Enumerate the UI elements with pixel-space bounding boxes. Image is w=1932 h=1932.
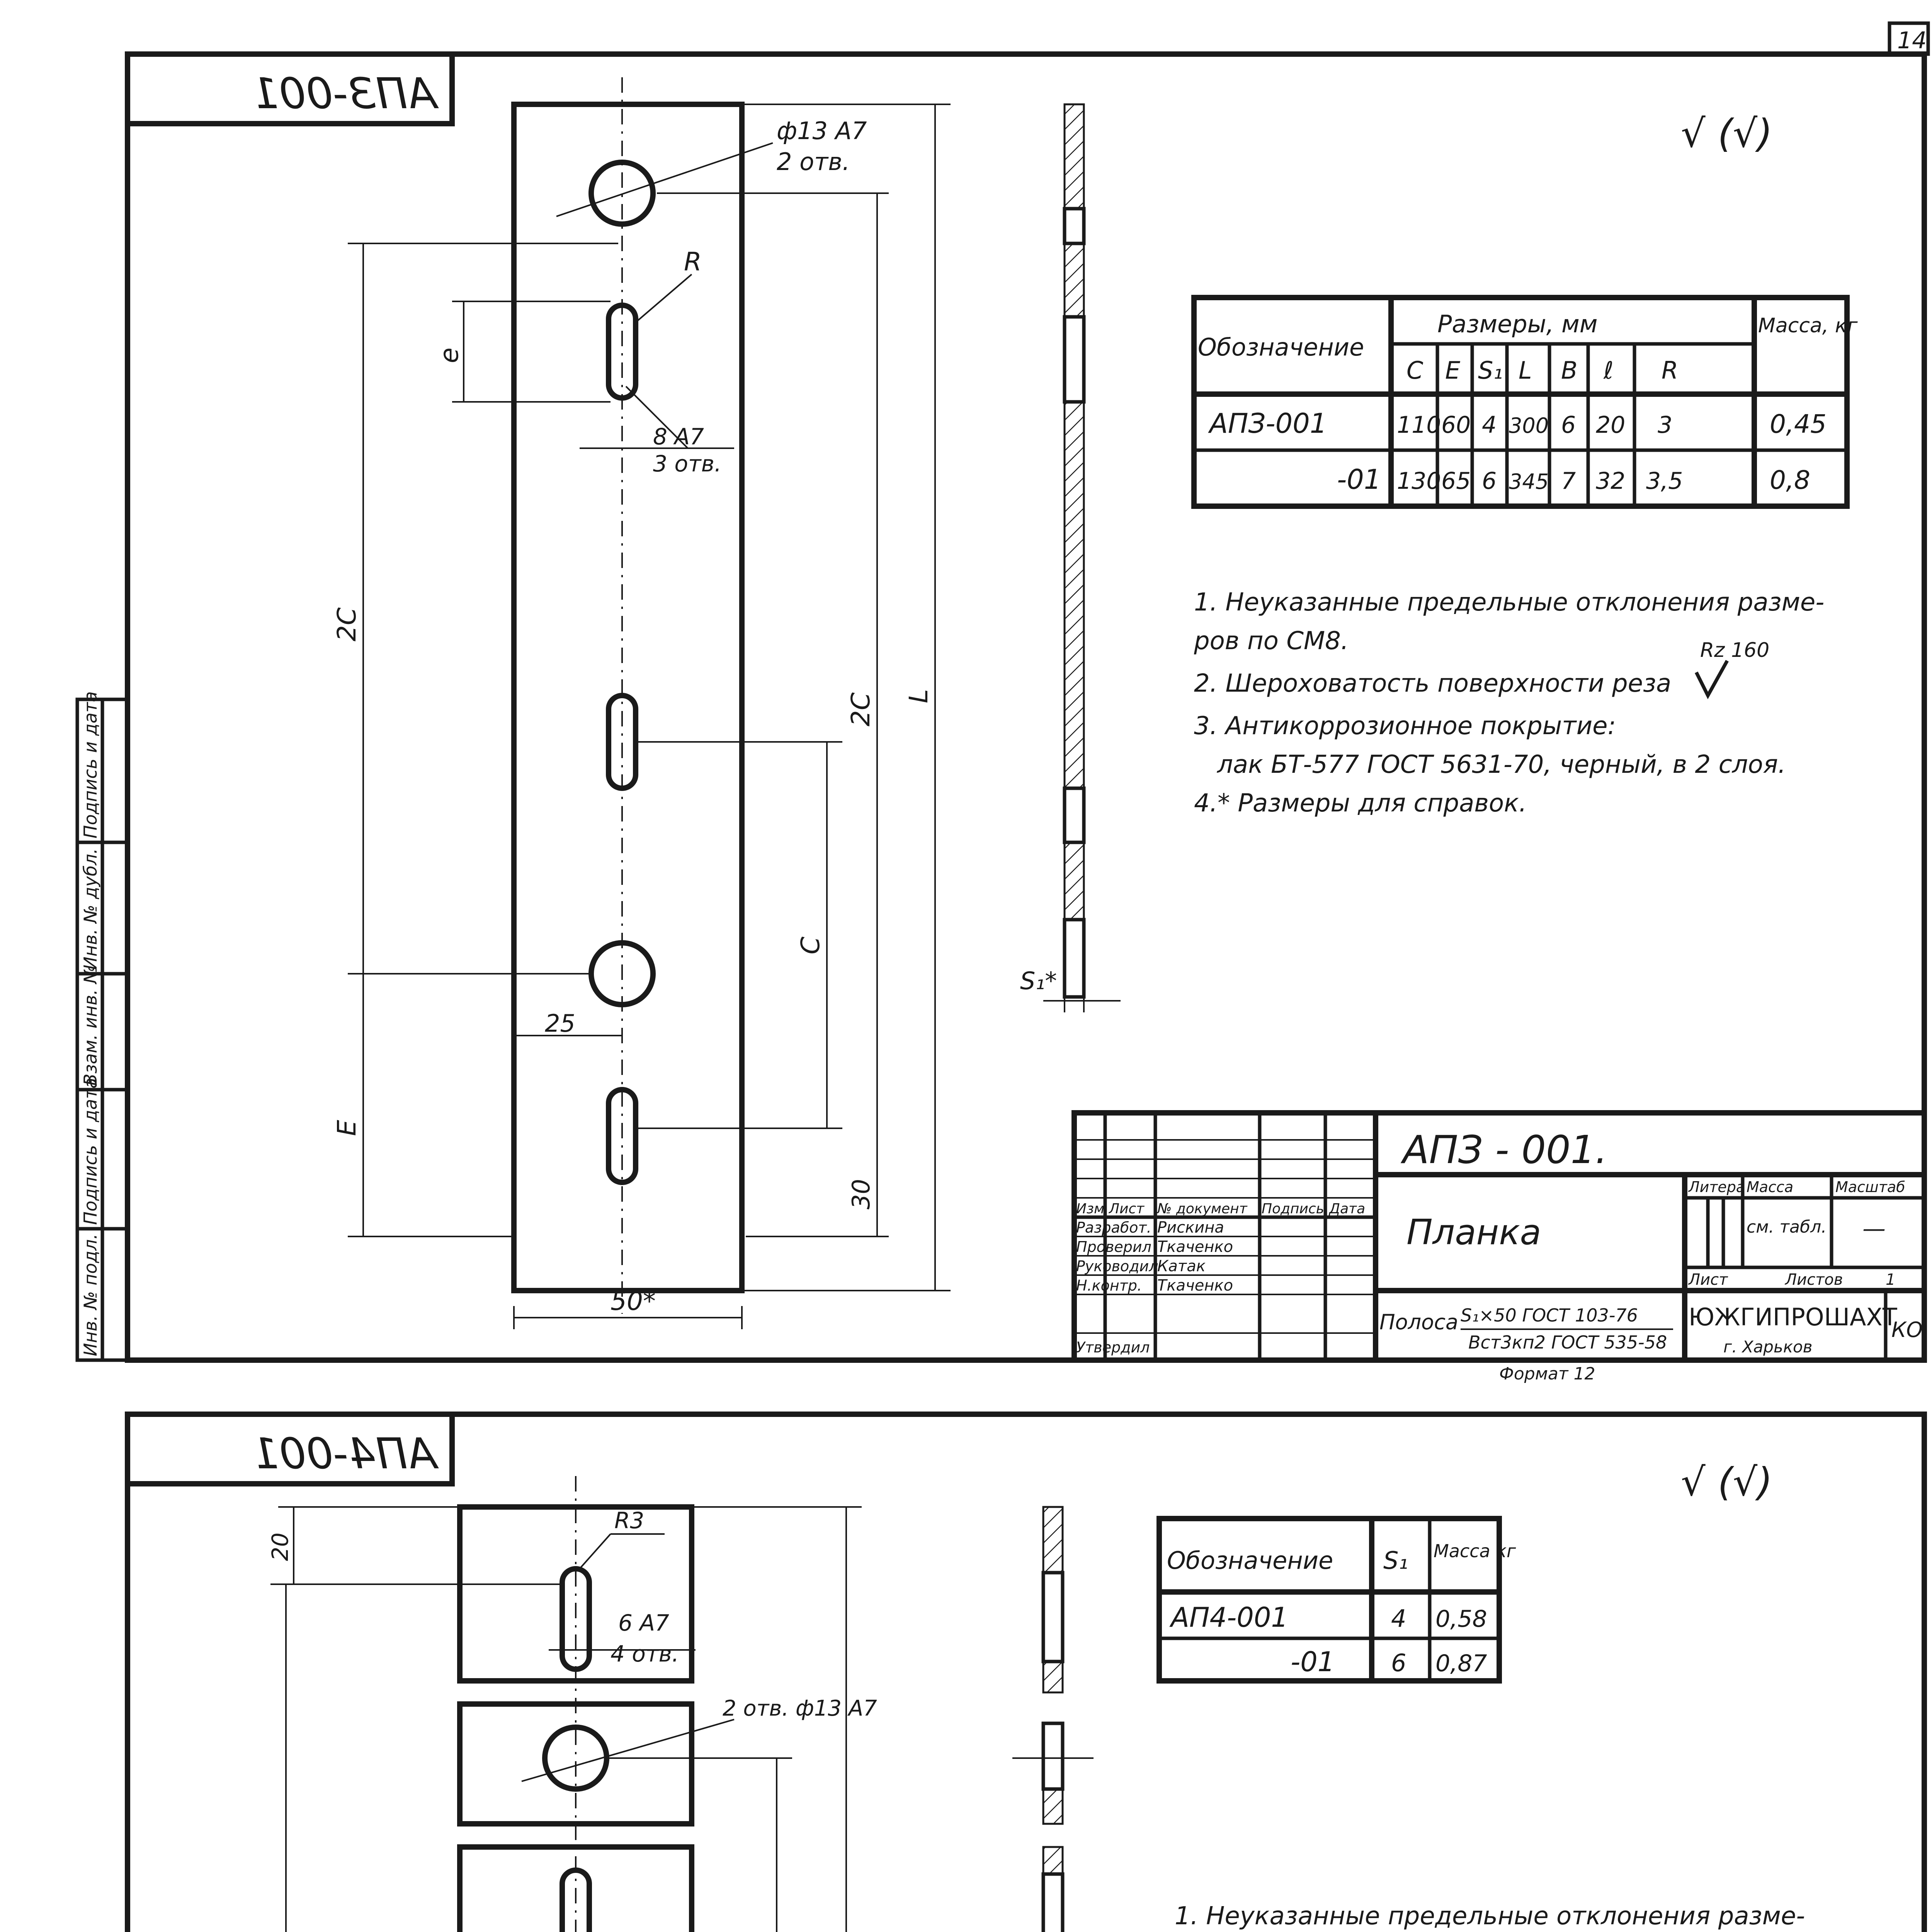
s1-tb-role-5: Утвердил bbox=[1076, 1339, 1150, 1356]
s1-row2-e: 65 bbox=[1441, 468, 1471, 495]
s1-table-designation-header: Обозначение bbox=[1198, 333, 1364, 361]
s2-dim-20: 20 bbox=[267, 1532, 293, 1561]
s1-tb-material-1: S₁×50 ГОСТ 103-76 bbox=[1461, 1305, 1638, 1326]
s1-tb-sheets-label: Листов bbox=[1785, 1271, 1843, 1289]
s1-tb-h-izm: Изм bbox=[1076, 1201, 1105, 1217]
side-label-5: Подпись и дата bbox=[80, 691, 101, 838]
s1-tb-h-date: Дата bbox=[1329, 1201, 1366, 1217]
s1-tb-suffix: КО bbox=[1891, 1318, 1923, 1342]
sheet-1-side-strip bbox=[77, 691, 128, 1360]
s1-row1-ell: 20 bbox=[1596, 412, 1626, 439]
s2-dim-slot-count: 4 отв. bbox=[611, 1641, 679, 1667]
s1-dim-c: C bbox=[796, 936, 825, 954]
s1-tb-mass-value: см. табл. bbox=[1747, 1217, 1827, 1237]
s2-notes bbox=[1174, 1902, 1805, 1932]
s1-dim-30: 30 bbox=[847, 1179, 875, 1209]
s1-tb-org: ЮЖГИПРОШАХТ bbox=[1689, 1303, 1897, 1331]
sheet-1-frame bbox=[128, 54, 1924, 1360]
sheet-2-mirrored-code: АП4-001 bbox=[252, 1429, 437, 1478]
sheet-2-frame bbox=[128, 1414, 1924, 1932]
s2-row2-name: -01 bbox=[1291, 1646, 1335, 1678]
s1-dim-slot-count: 3 отв. bbox=[653, 451, 722, 477]
s1-note-1b: ров по СМ8. bbox=[1194, 627, 1349, 655]
s1-table-mass-header: Масса, кг bbox=[1758, 314, 1858, 337]
s1-note-3: 3. Антикоррозионное покрытие: bbox=[1194, 712, 1616, 740]
sheet-1-mirrored-code: АПЗ-001 bbox=[252, 69, 437, 118]
s2-note-1: 1. Неуказанные предельные отклонения разме- bbox=[1175, 1902, 1805, 1930]
s1-row1-b: 6 bbox=[1561, 412, 1576, 439]
side-label-1: Инв. № подл. bbox=[80, 1233, 101, 1356]
s1-row1-e: 60 bbox=[1441, 412, 1471, 439]
s1-row1-r: 3 bbox=[1658, 412, 1673, 439]
s1-roughness-mark: √ (√) bbox=[1681, 111, 1773, 156]
s1-tb-person-3: Катак bbox=[1157, 1257, 1206, 1275]
s1-row1-s1: 4 bbox=[1482, 412, 1497, 439]
s2-row2-s: 6 bbox=[1391, 1649, 1406, 1677]
s1-col-e: E bbox=[1445, 356, 1461, 384]
s1-dim-hole-count: 2 отв. bbox=[777, 148, 850, 176]
s1-dim-width: 50* bbox=[611, 1286, 656, 1316]
s1-tb-sheets-value: 1 bbox=[1886, 1271, 1896, 1289]
s1-col-l: L bbox=[1519, 356, 1532, 384]
s1-tb-role-2: Проверил bbox=[1076, 1238, 1151, 1255]
s2-table-s-header: S₁ bbox=[1383, 1546, 1408, 1575]
s1-tb-material-word: Полоса bbox=[1379, 1310, 1458, 1334]
s1-tb-code: АПЗ - 001. bbox=[1403, 1127, 1608, 1172]
s2-row1-mass: 0,58 bbox=[1435, 1605, 1487, 1633]
s2-table-mass-header: Масса кг bbox=[1434, 1541, 1516, 1561]
s1-col-s1: S₁ bbox=[1478, 356, 1503, 384]
sheet-2-plate-view bbox=[256, 1476, 877, 1932]
s1-row1-name: АПЗ-001 bbox=[1209, 408, 1327, 439]
s1-note-2: 2. Шероховатость поверхности реза bbox=[1194, 669, 1672, 698]
s1-col-ell: ℓ bbox=[1604, 356, 1614, 384]
s1-row1-c: 110 bbox=[1397, 412, 1441, 439]
s1-dim-r: R bbox=[684, 247, 702, 277]
s1-col-r: R bbox=[1662, 356, 1679, 384]
sheet-2-section-view bbox=[978, 1507, 1094, 1932]
s1-tb-role-4: Н.контр. bbox=[1076, 1277, 1142, 1294]
s1-tb-mass-label: Масса bbox=[1747, 1179, 1794, 1196]
s1-row2-mass: 0,8 bbox=[1770, 465, 1810, 495]
s1-rz: Rz 160 bbox=[1700, 639, 1770, 662]
s1-dim-s1: S₁* bbox=[1020, 967, 1057, 995]
s1-tb-h-doc: № документ bbox=[1157, 1201, 1247, 1217]
s1-tb-name: Планка bbox=[1406, 1212, 1541, 1253]
s1-tb-lit-label: Литера bbox=[1689, 1179, 1745, 1196]
s1-dim-left-2c: 2C bbox=[332, 607, 362, 641]
s1-title-block bbox=[1074, 1113, 1924, 1384]
s1-notes bbox=[1194, 588, 1824, 818]
s1-tb-sheet-label: Лист bbox=[1689, 1271, 1728, 1289]
page-number: 14 bbox=[1897, 27, 1927, 54]
sheet-2 bbox=[77, 1414, 1924, 1932]
s1-tb-scale-value: — bbox=[1862, 1215, 1886, 1242]
s1-dim-right-2c: 2C bbox=[846, 692, 876, 726]
s1-tb-person-4: Ткаченко bbox=[1157, 1277, 1233, 1294]
s1-row2-r: 3,5 bbox=[1646, 468, 1683, 495]
s1-tb-person-1: Рискина bbox=[1157, 1219, 1224, 1236]
sheet-1-section-view bbox=[1020, 104, 1121, 1012]
s2-row2-mass: 0,87 bbox=[1435, 1650, 1487, 1677]
s1-tb-role-3: Руководил bbox=[1076, 1258, 1158, 1275]
s2-table-designation-header: Обозначение bbox=[1167, 1546, 1333, 1575]
s1-tb-format: Формат 12 bbox=[1499, 1364, 1595, 1384]
s1-row1-mass: 0,45 bbox=[1770, 409, 1827, 439]
s1-row2-b: 7 bbox=[1561, 468, 1576, 495]
s1-tb-h-sign: Подпись bbox=[1262, 1201, 1324, 1217]
s1-tb-city: г. Харьков bbox=[1723, 1337, 1813, 1356]
s1-note-3b: лак БТ-577 ГОСТ 5631-70, черный, в 2 слоя. bbox=[1217, 750, 1786, 779]
side-label-4: Инв. № дубл. bbox=[80, 848, 101, 970]
s1-table-sizes-header: Размеры, мм bbox=[1437, 310, 1598, 338]
s1-row2-c: 130 bbox=[1397, 468, 1441, 495]
s1-row2-l: 345 bbox=[1509, 469, 1549, 494]
s1-dim-e-small: е bbox=[434, 347, 464, 363]
side-label-3: Взам. инв. № bbox=[80, 965, 101, 1086]
s2-dim-holes: 2 отв. ф13 А7 bbox=[723, 1696, 877, 1721]
s1-col-c: C bbox=[1406, 356, 1423, 384]
s2-dim-r3: R3 bbox=[614, 1507, 645, 1534]
side-label-2: Подпись и дата bbox=[80, 1077, 101, 1225]
s1-tb-scale-label: Масштаб bbox=[1835, 1179, 1905, 1196]
s1-dim-25: 25 bbox=[545, 1009, 575, 1037]
s1-dim-e: E bbox=[332, 1120, 362, 1136]
s1-tb-person-2: Ткаченко bbox=[1157, 1238, 1233, 1256]
s1-dim-l: L bbox=[904, 689, 934, 703]
s1-row2-name: -01 bbox=[1337, 464, 1381, 495]
s1-tb-h-list: Лист bbox=[1109, 1201, 1145, 1217]
s1-col-b: B bbox=[1561, 356, 1578, 384]
s2-row1-s: 4 bbox=[1391, 1604, 1406, 1633]
s2-dim-slot: 6 А7 bbox=[618, 1610, 669, 1636]
s1-note-1: 1. Неуказанные предельные отклонения разме- bbox=[1194, 588, 1825, 617]
s1-size-table bbox=[1194, 298, 1858, 506]
s2-row1-name: АП4-001 bbox=[1171, 1602, 1288, 1633]
s1-dim-slot: 8 А7 bbox=[653, 423, 704, 450]
s1-row1-l: 300 bbox=[1509, 413, 1549, 438]
sheet-1-plate-view bbox=[332, 77, 951, 1329]
s1-dim-hole: ф13 А7 bbox=[777, 117, 867, 145]
s1-roughness-check-icon bbox=[1696, 661, 1727, 696]
s1-tb-material-2: Вст3кп2 ГОСТ 535-58 bbox=[1468, 1332, 1667, 1353]
sheet-1 bbox=[77, 54, 1924, 1384]
s1-note-4: 4.* Размеры для справок. bbox=[1194, 789, 1527, 818]
s1-tb-role-1: Разработ. bbox=[1076, 1219, 1151, 1236]
s1-row2-s1: 6 bbox=[1482, 468, 1497, 495]
s2-roughness-mark: √ (√) bbox=[1681, 1459, 1773, 1505]
s2-mass-table bbox=[1159, 1519, 1516, 1681]
s1-row2-ell: 32 bbox=[1596, 468, 1626, 495]
